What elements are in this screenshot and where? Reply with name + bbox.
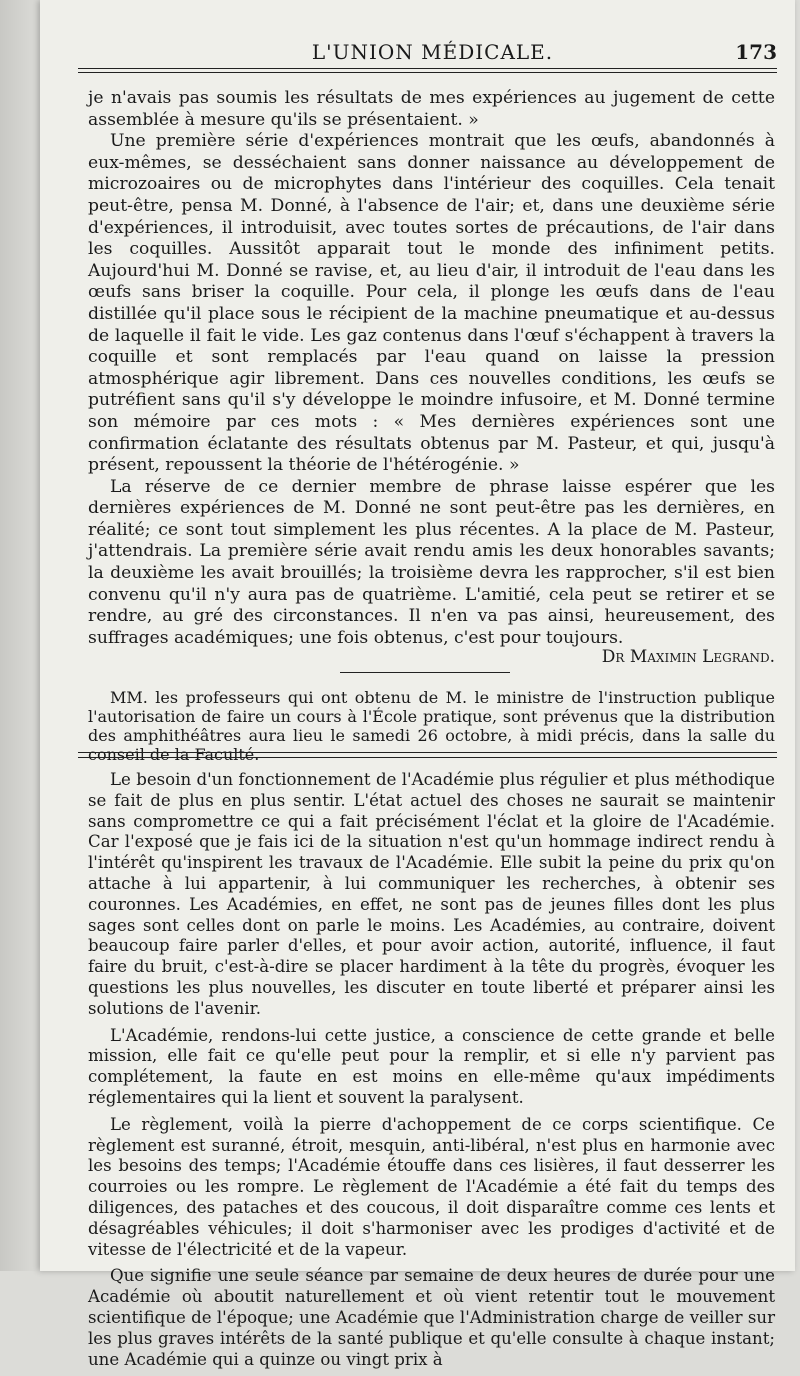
article-paragraph: je n'avais pas soumis les résultats de mes expériences au jugement de cette assemblée à mesure qu'ils se présentaient. » (88, 88, 775, 130)
section-divider (340, 672, 510, 673)
article-paragraph: Une première série d'expériences montrait que les œufs, abandonnés à eux-mêmes, se desséchaient sans donner naissance au développement de microzoaires ou de microphytes dans l'intérieur des coquilles. Cela tenait peut-être, pensa M. Donné, à l'absence de l'air; et, dans une deuxième série d'expériences, il introduisit, avec toutes sortes de précautions, de l'air dans les coquilles. Aussitôt apparait tout le monde des infiniment petits. Aujourd'hui M. Donné se ravise, et, au lieu d'air, il introduit de l'eau dans les œufs sans briser la coquille. Pour cela, il plonge les œufs dans de l'eau distillée qu'il place sous le récipient de la machine pneumatique et au-dessus de laquelle il fait le vide. Les gaz contenus dans l'œuf s'échappent à travers la coquille et sont remplacés par l'eau quand on laisse la pression atmosphérique agir librement. Dans ces nouvelles conditions, les œufs se putréfient sans qu'il s'y développe le moindre infusoire, et M. Donné termine son mémoire par ces mots : « Mes dernières expériences sont une confirmation éclatante des résultats obtenus par M. Pasteur, et qui, jusqu'à présent, repoussent la théorie de l'hétérogénie. » (88, 131, 775, 476)
lower-article (88, 770, 775, 1376)
page (40, 0, 795, 1369)
page-header (88, 36, 777, 66)
lower-paragraph: Que signifie une seule séance par semaine de deux heures de durée pour une Académie où aboutit naturellement et où vient retentir tout le mouvement scientifique de l'époque; une Académie que l'Administration charge de veiller sur les plus graves intérêts de la santé publique et qu'elle consulte à chaque instant; une Académie qui a quinze ou vingt prix à (88, 1266, 775, 1369)
article-body (88, 88, 775, 669)
page-number: 173 (735, 40, 777, 64)
lower-paragraph: L'Académie, rendons-lui cette justice, a conscience de cette grande et belle mission, elle fait ce qu'elle peut pour la remplir, et si elle n'y parvient pas complétement, la faute en est moins en elle-même qu'aux impédiments réglementaires qui la lient et souvent la paralysent. (88, 1025, 775, 1107)
lower-paragraph: Le règlement, voilà la pierre d'achoppement de ce corps scientifique. Ce règlement est suranné, étroit, mesquin, anti-libéral, n'est plus en harmonie avec les besoins des temps; l'Académie étouffe dans ces lisières, il faut desserrer les courroies ou les rompre. Le règlement de l'Académie a été fait du temps des diligences, des pataches et des coucous, il doit disparaître comme ces lents et désagréables véhicules; il doit s'harmoniser avec les prodiges d'activité et de vitesse de l'électricité et de la vapeur. (88, 1114, 775, 1259)
header-rule-thin (78, 72, 777, 73)
section-rule-thin (78, 757, 777, 758)
article-paragraph: La réserve de ce dernier membre de phrase laisse espérer que les dernières expériences de M. Donné ne sont peut-être pas les dernières, en réalité; ce sont tout simplement les plus récentes. A la place de M. Pasteur, j'attendrais. La première série avait rendu amis les deux honorables savants; la deuxième les avait brouillés; la troisième devra les rapprocher, s'il est bien convenu qu'il n'y aura pas de quatrième. L'amitié, cela peut se retirer et se rendre, au gré des circonstances. Il n'en va pas ainsi, heureusement, des suffrages académiques; une fois obtenus, c'est pour toujours. (88, 476, 775, 648)
page-gutter (0, 0, 40, 1271)
lower-paragraph: Le besoin d'un fonctionnement de l'Académie plus régulier et plus méthodique se fait de plus en plus sentir. L'état actuel des choses ne saurait se maintenir sans compromettre ce qui a fait précisément l'éclat et la gloire de l'Académie. Car l'exposé que je fais ici de la situation n'est qu'un hommage indirect rendu à l'intérêt qu'inspirent les travaux de l'Académie. Elle subit la peine du prix qu'on attache à lui appartenir, à lui communiquer les recherches, à obtenir ses couronnes. Les Académies, en effet, ne sont pas de jeunes filles dont les plus sages sont celles dont on parle le moins. Les Académies, au contraire, doivent beaucoup faire parler d'elles, et pour avoir action, autorité, influence, il faut faire du bruit, c'est-à-dire se placer hardiment à la tête du progrès, évoquer les questions les plus nouvelles, les discuter en toute liberté et préparer ainsi les solutions de l'avenir. (88, 770, 775, 1018)
journal-title: L'UNION MÉDICALE. (311, 40, 554, 64)
article-signature: Dr Maximin Legrand. (601, 647, 775, 668)
header-rule (78, 68, 777, 69)
section-rule (78, 752, 777, 753)
notice-text: MM. les professeurs qui ont obtenu de M. le ministre de l'instruction publique l'autorisation de faire un cours à l'École pratique, sont prévenus que la distribution des amphithéâtres aura lieu le samedi 26 octobre, à midi précis, dans la salle du conseil de la Faculté. (88, 688, 775, 764)
